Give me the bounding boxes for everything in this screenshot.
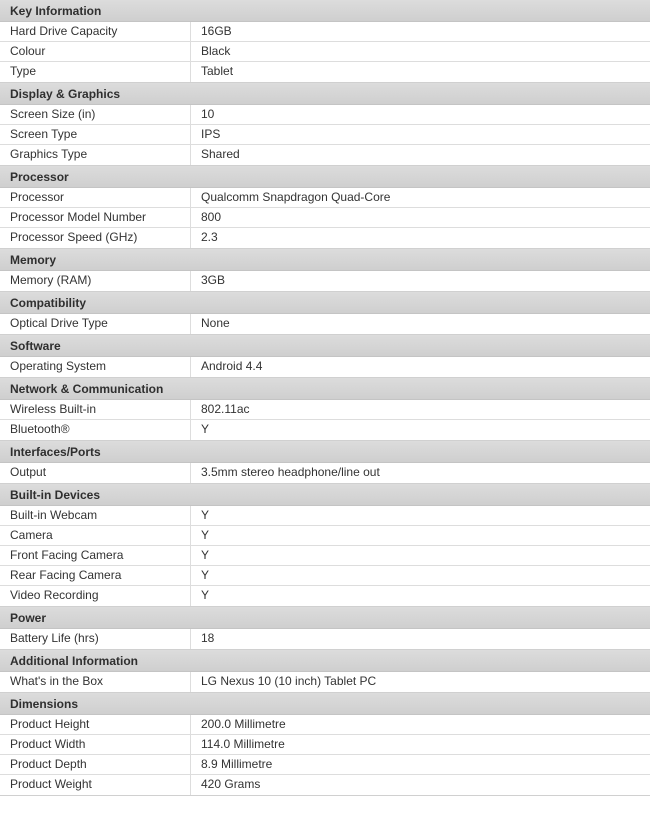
spec-label: Battery Life (hrs) (0, 629, 191, 649)
spec-row (0, 314, 650, 334)
spec-row (0, 586, 650, 606)
spec-label: Bluetooth® (0, 420, 191, 440)
spec-label: Screen Size (in) (0, 105, 191, 124)
spec-row (0, 672, 650, 692)
spec-section (0, 248, 650, 291)
spec-section (0, 606, 650, 649)
section-header: Built-in Devices (0, 484, 650, 506)
spec-value: Android 4.4 (201, 359, 263, 373)
spec-value: LG Nexus 10 (10 inch) Tablet PC (201, 674, 377, 688)
spec-row (0, 271, 650, 291)
section-header: Memory (0, 249, 650, 271)
spec-section (0, 165, 650, 248)
spec-section (0, 483, 650, 606)
spec-value: 16GB (201, 24, 232, 38)
spec-label: Product Weight (0, 775, 191, 795)
spec-row (0, 145, 650, 165)
spec-label: Rear Facing Camera (0, 566, 191, 585)
spec-label: Video Recording (0, 586, 191, 606)
spec-label: Colour (0, 42, 191, 61)
spec-row (0, 629, 650, 649)
spec-value: Black (201, 44, 231, 58)
spec-value: Y (201, 508, 210, 522)
section-header: Dimensions (0, 693, 650, 715)
spec-value: Y (201, 422, 210, 436)
spec-row (0, 188, 650, 208)
spec-label: Front Facing Camera (0, 546, 191, 565)
spec-value: 18 (201, 631, 215, 645)
spec-row (0, 42, 650, 62)
spec-row (0, 420, 650, 440)
section-header: Interfaces/Ports (0, 441, 650, 463)
spec-section (0, 0, 650, 82)
spec-row (0, 755, 650, 775)
spec-section (0, 377, 650, 440)
spec-label: Hard Drive Capacity (0, 22, 191, 41)
spec-label: Memory (RAM) (0, 271, 191, 291)
section-header: Software (0, 335, 650, 357)
spec-value: Y (201, 588, 210, 602)
spec-value: 800 (201, 210, 222, 224)
spec-section (0, 440, 650, 483)
spec-value: Y (201, 548, 210, 562)
spec-value: 802.11ac (201, 402, 250, 416)
spec-label: What's in the Box (0, 672, 191, 692)
spec-label: Processor Speed (GHz) (0, 228, 191, 248)
spec-row (0, 546, 650, 566)
spec-row (0, 208, 650, 228)
spec-value: 10 (201, 107, 215, 121)
spec-value: Shared (201, 147, 240, 161)
spec-value: 8.9 Millimetre (201, 757, 273, 771)
spec-label: Camera (0, 526, 191, 545)
spec-value: Qualcomm Snapdragon Quad-Core (201, 190, 391, 204)
spec-value: Tablet (201, 64, 234, 78)
spec-label: Output (0, 463, 191, 483)
spec-section (0, 692, 650, 795)
spec-row (0, 105, 650, 125)
spec-label: Product Depth (0, 755, 191, 774)
spec-label: Product Height (0, 715, 191, 734)
spec-label: Built-in Webcam (0, 506, 191, 525)
spec-row (0, 22, 650, 42)
spec-row (0, 400, 650, 420)
spec-label: Wireless Built-in (0, 400, 191, 419)
spec-section (0, 291, 650, 334)
spec-value: 3.5mm stereo headphone/line out (201, 465, 380, 479)
spec-row (0, 463, 650, 483)
spec-section (0, 334, 650, 377)
spec-section (0, 649, 650, 692)
spec-label: Type (0, 62, 191, 82)
spec-row (0, 566, 650, 586)
spec-value: None (201, 316, 230, 330)
spec-row (0, 715, 650, 735)
spec-section (0, 82, 650, 165)
section-header: Processor (0, 166, 650, 188)
spec-value: 3GB (201, 273, 226, 287)
spec-label: Processor (0, 188, 191, 207)
section-header: Power (0, 607, 650, 629)
spec-row (0, 526, 650, 546)
spec-label: Operating System (0, 357, 191, 377)
section-header: Additional Information (0, 650, 650, 672)
section-header: Display & Graphics (0, 83, 650, 105)
spec-row (0, 228, 650, 248)
section-header: Key Information (0, 0, 650, 22)
table-bottom-divider (0, 795, 650, 796)
spec-value: IPS (201, 127, 221, 141)
spec-value: 420 Grams (201, 777, 261, 791)
spec-row (0, 125, 650, 145)
spec-label: Screen Type (0, 125, 191, 144)
section-header: Compatibility (0, 292, 650, 314)
spec-value: Y (201, 568, 210, 582)
spec-value: 2.3 (201, 230, 218, 244)
spec-label: Product Width (0, 735, 191, 754)
spec-label: Processor Model Number (0, 208, 191, 227)
spec-label: Graphics Type (0, 145, 191, 165)
spec-row (0, 357, 650, 377)
spec-row (0, 775, 650, 795)
spec-row (0, 62, 650, 82)
spec-value: 200.0 Millimetre (201, 717, 286, 731)
spec-label: Optical Drive Type (0, 314, 191, 334)
section-header: Network & Communication (0, 378, 650, 400)
spec-row (0, 506, 650, 526)
spec-value: 114.0 Millimetre (201, 737, 285, 751)
spec-value: Y (201, 528, 210, 542)
spec-row (0, 735, 650, 755)
